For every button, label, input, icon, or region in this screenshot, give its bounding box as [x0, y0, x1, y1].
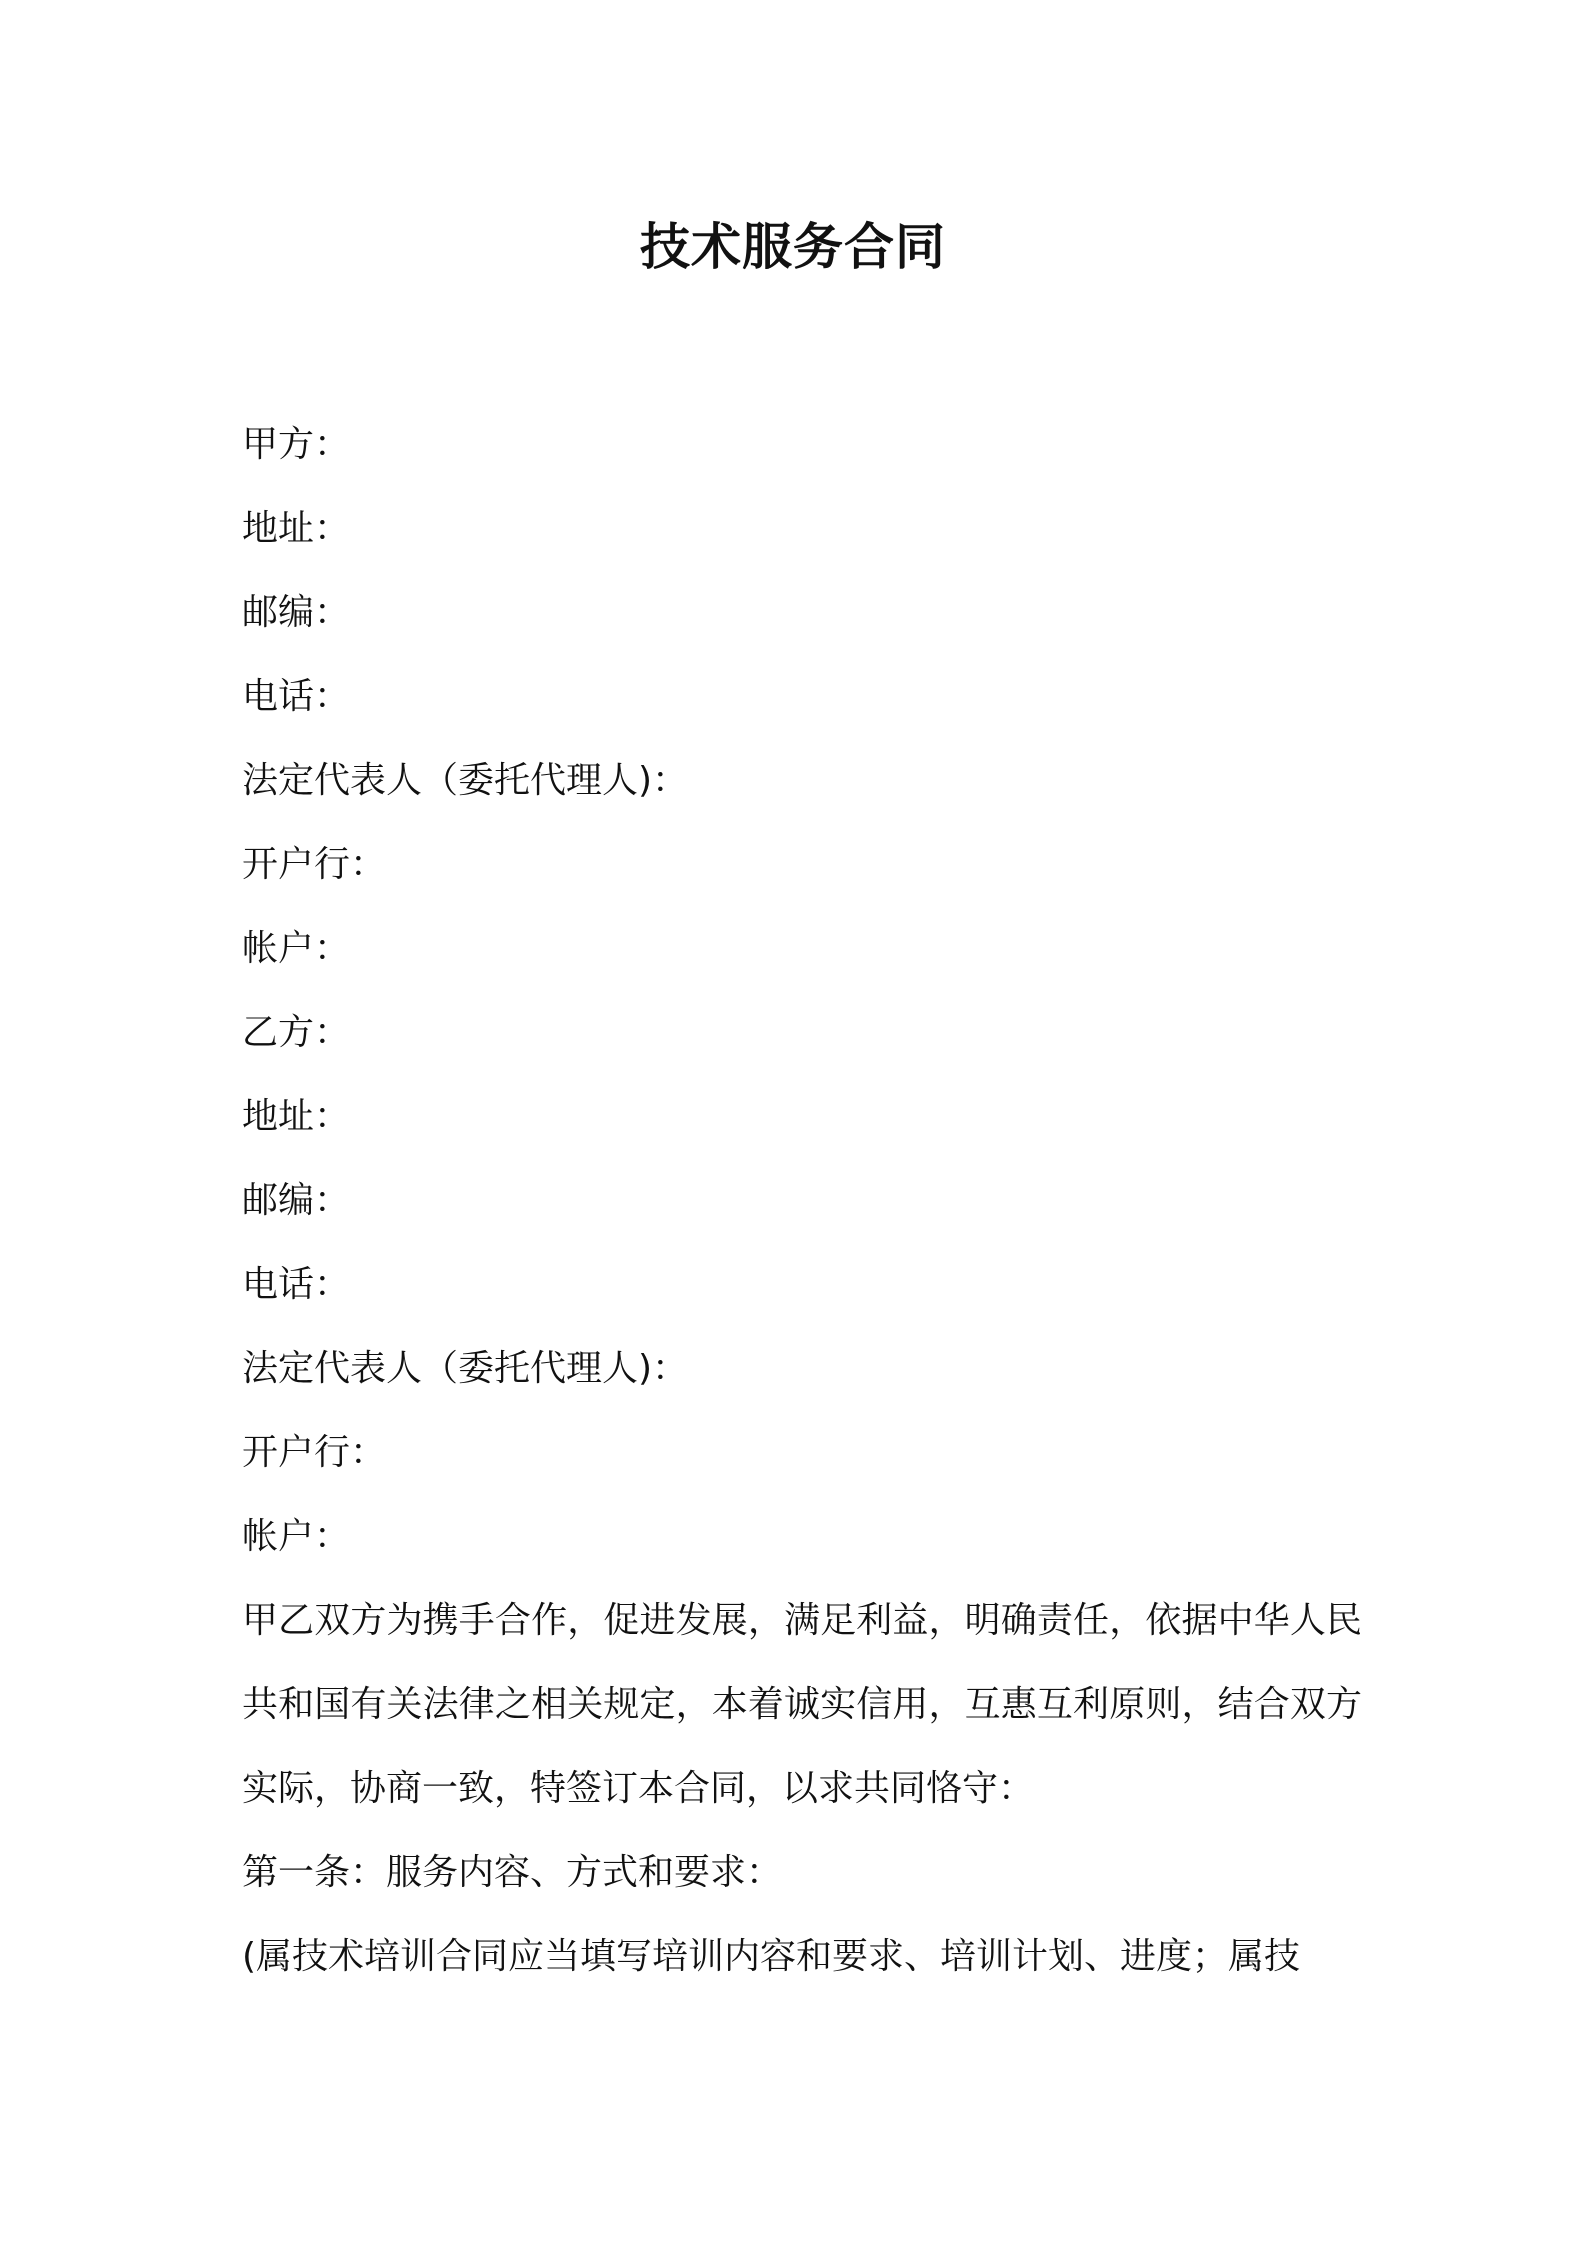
- party-a-postcode-field: 邮编：: [242, 592, 351, 633]
- contract-body: [242, 403, 1362, 1999]
- party-b-name-field: 乙方：: [242, 1012, 351, 1053]
- party-a-account-field: 帐户：: [242, 928, 351, 969]
- party-b-bank-field: 开户行：: [242, 1432, 387, 1473]
- article-1-note: (属技术培训合同应当填写培训内容和要求、培训计划、进度；属技: [242, 1936, 1301, 1977]
- party-a-phone-field: 电话：: [242, 676, 351, 717]
- party-b-phone-field: 电话：: [242, 1264, 351, 1305]
- party-b-address-field: 地址：: [242, 1096, 351, 1137]
- document-title: 技术服务合同: [640, 218, 946, 276]
- party-a-bank-field: 开户行：: [242, 844, 387, 885]
- party-b-representative-field: 法定代表人（委托代理人)：: [242, 1348, 689, 1389]
- preamble-paragraph: 甲乙双方为携手合作，促进发展，满足利益，明确责任，依据中华人民共和国有关法律之相关规定，本着诚实信用，互惠互利原则，结合双方实际，协商一致，特签订本合同，以求共同恪守：: [242, 1600, 1362, 1809]
- party-a-address-field: 地址：: [242, 508, 351, 549]
- article-1-heading: 第一条：服务内容、方式和要求：: [242, 1852, 783, 1893]
- party-a-representative-field: 法定代表人（委托代理人)：: [242, 760, 689, 801]
- party-b-postcode-field: 邮编：: [242, 1180, 351, 1221]
- party-a-name-field: 甲方：: [242, 424, 351, 465]
- party-b-account-field: 帐户：: [242, 1516, 351, 1557]
